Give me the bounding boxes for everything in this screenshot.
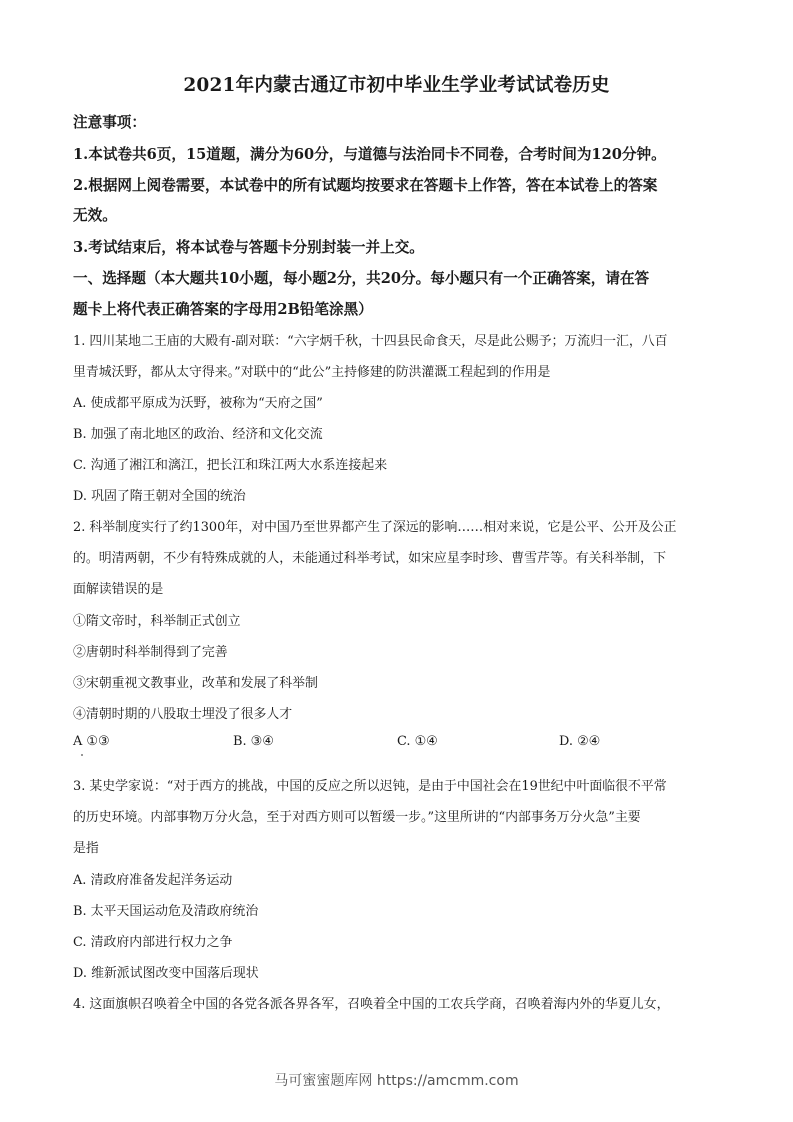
q3-stem-line-1: 3. 某史学家说：“对于西方的挑战，中国的反应之所以迟钝，是由于中国社会在19世纪中叶面临很不平常 [73, 779, 667, 794]
q2-option-b: B. ③④ [233, 734, 274, 749]
q1-option-c: C. 沟通了湘江和漓江，把长江和珠江两大水系连接起来 [73, 458, 388, 473]
q2-statement-1: ①隋文帝时，科举制正式创立 [73, 614, 241, 629]
stray-dot [81, 754, 83, 756]
q1-stem-line-2: 里青城沃野，都从太守得来。”对联中的“此公”主持修建的防洪灌溉工程起到的作用是 [73, 365, 551, 380]
q3-option-b: B. 太平天国运动危及清政府统治 [73, 904, 259, 919]
q1-option-d: D. 巩固了隋王朝对全国的统治 [73, 489, 246, 504]
notice-item-1: 1.本试卷共6页，15道题，满分为60分，与道德与法治同卡不同卷，合考时间为120分钟。 [73, 146, 666, 163]
q3-stem-line-3: 是指 [73, 841, 99, 856]
notice-heading: 注意事项： [73, 114, 146, 131]
footer-watermark: 马可蜜蜜题库网 https://amcmm.com [274, 1073, 519, 1089]
page-title: 2021年内蒙古通辽市初中毕业生学业考试试卷历史 [183, 75, 610, 96]
q2-option-a: A ①③ [73, 734, 110, 749]
q2-statement-2: ②唐朝时科举制得到了完善 [73, 645, 228, 660]
section-heading-cont: 题卡上将代表正确答案的字母用2B铅笔涂黑） [73, 301, 373, 318]
q2-stem-line-3: 面解读错误的是 [73, 582, 164, 597]
notice-item-2: 2.根据网上阅卷需要，本试卷中的所有试题均按要求在答题卡上作答，答在本试卷上的答案 [73, 177, 658, 194]
q3-stem-line-2: 的历史环境。内部事物万分火急，至于对西方则可以暂缓一步。”这里所讲的“内部事务万分火急”主要 [73, 810, 641, 825]
q2-option-c: C. ①④ [397, 734, 438, 749]
q3-option-c: C. 清政府内部进行权力之争 [73, 935, 233, 950]
q2-statement-3: ③宋朝重视文教事业，改革和发展了科举制 [73, 676, 318, 691]
q2-statement-4: ④清朝时期的八股取士埋没了很多人才 [73, 707, 293, 722]
notice-item-2-cont: 无效。 [73, 207, 117, 224]
q2-stem-line-1: 2. 科举制度实行了约1300年，对中国乃至世界都产生了深远的影响……相对来说，它是公平、公开及公正 [73, 520, 677, 535]
notice-item-3: 3.考试结束后，将本试卷与答题卡分别封装一并上交。 [73, 239, 424, 256]
q1-option-b: B. 加强了南北地区的政治、经济和文化交流 [73, 427, 323, 442]
section-heading: 一、选择题（本大题共10小题，每小题2分，共20分。每小题只有一个正确答案，请在答 [73, 270, 650, 287]
q1-stem-line-1: 1. 四川某地二王庙的大殿有-副对联：“六字炳千秋，十四县民命食天，尽是此公赐予；万流归一汇，八百 [73, 334, 668, 349]
q2-option-d: D. ②④ [559, 734, 601, 749]
q1-option-a: A. 使成都平原成为沃野，被称为“天府之国” [73, 396, 323, 411]
q3-option-a: A. 清政府准备发起洋务运动 [73, 873, 233, 888]
q3-option-d: D. 维新派试图改变中国落后现状 [73, 966, 259, 981]
q2-stem-line-2: 的。明清两朝，不少有特殊成就的人，未能通过科举考试，如宋应星李时珍、曹雪芹等。有关科举制，下 [73, 551, 666, 566]
q4-stem-line-1: 4. 这面旗帜召唤着全中国的各党各派各界各军，召唤着全中国的工农兵学商，召唤着海内外的华夏儿女， [73, 997, 670, 1012]
